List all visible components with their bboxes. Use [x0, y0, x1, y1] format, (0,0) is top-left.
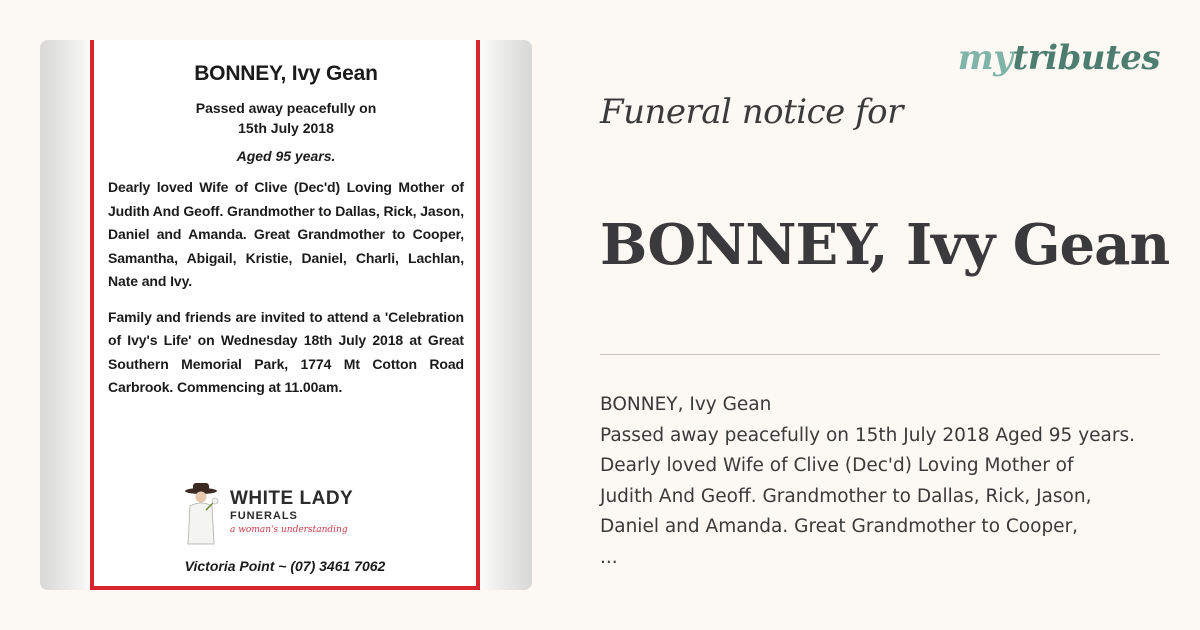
notice-footer: Victoria Point ~ (07) 3461 7062	[184, 558, 386, 574]
brand-tributes: tributes	[1012, 38, 1160, 78]
funeral-home-sub: FUNERALS	[230, 510, 298, 522]
notice-passed-line1: Passed away peacefully on	[195, 100, 377, 116]
brand-my: my	[957, 38, 1013, 78]
excerpt-line: BONNEY, Ivy Gean	[600, 394, 772, 415]
deceased-name: BONNEY, Ivy Gean	[600, 212, 1170, 278]
notice-family: Dearly loved Wife of Clive (Dec'd) Loving Mother of Judith And Geoff. Grandmother to Dallas, Rick, Jason, Daniel and Amanda. Great Grandmother to Cooper, Samantha, Abigail, Kristie, Daniel, Charli, Lachlan, Nate and Ivy.	[108, 179, 464, 289]
excerpt-ellipsis: ...	[600, 546, 618, 568]
notice-passed	[108, 98, 464, 138]
woman-figure-icon	[180, 482, 222, 546]
funeral-notice-label: Funeral notice for	[600, 92, 903, 132]
excerpt-line: Daniel and Amanda. Great Grandmother to Cooper,	[600, 516, 1079, 537]
funeral-home-name: WHITE LADY	[230, 488, 354, 509]
divider	[600, 354, 1160, 355]
funeral-home-tagline: a woman's understanding	[230, 525, 348, 535]
notice-passed-line2: 15th July 2018	[238, 120, 334, 136]
excerpt-line: Judith And Geoff. Grandmother to Dallas, Rick, Jason,	[600, 485, 1092, 507]
notice-age: Aged 95 years.	[236, 148, 336, 164]
notice-image	[40, 40, 532, 590]
notice-excerpt	[600, 390, 1180, 573]
excerpt-line: Dearly loved Wife of Clive (Dec'd) Loving Mother of	[600, 455, 1074, 476]
funeral-home-logo	[180, 482, 420, 550]
excerpt-line: Passed away peacefully on 15th July 2018 Aged 95 years.	[600, 424, 1135, 446]
notice-service: Family and friends are invited to attend a 'Celebration of Ivy's Life' on Wednesday 18th July 2018 at Great Southern Memorial Park, 1774 Mt Cotton Road Carbrook. Commencing at 11.00am.	[108, 308, 464, 395]
mytributes-logo[interactable]	[958, 38, 1160, 78]
notice-title: BONNEY, Ivy Gean	[194, 62, 378, 85]
notice-card	[90, 40, 480, 590]
